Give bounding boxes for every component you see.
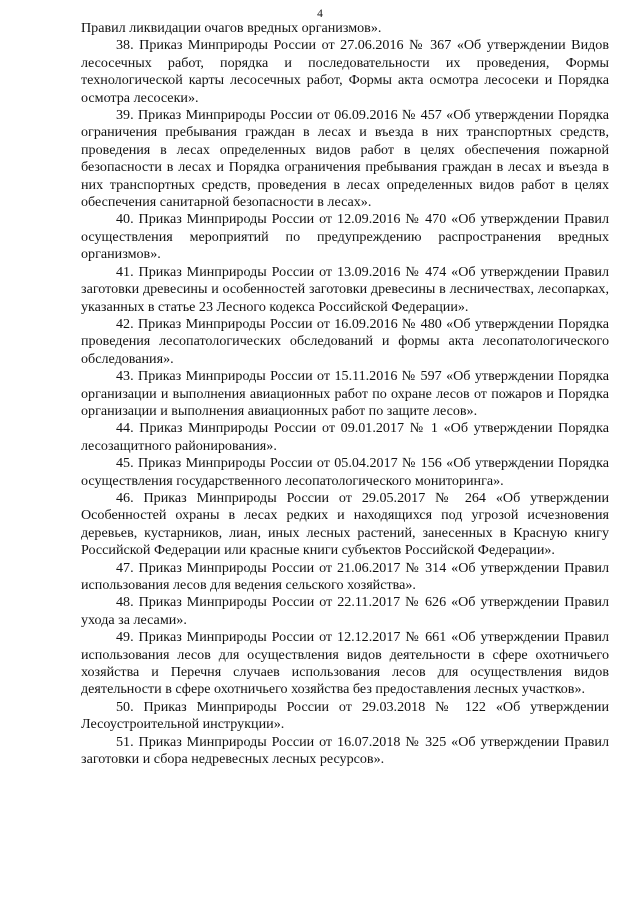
list-item-47: 47. Приказ Минприроды России от 21.06.2017 № 314 «Об утверждении Правил использования лесов для ведения сельского хозяйства». (81, 559, 609, 593)
list-item-50: 50. Приказ Минприроды России от 29.03.2018 № 122 «Об утверждении Лесоустроительной инструкции». (81, 698, 609, 733)
list-item-38: 38. Приказ Минприроды России от 27.06.2016 № 367 «Об утверждении Видов лесосечных работ, порядка и последовательности их проведения, Формы технологической карты лесосечных работ, Формы акта осмотра лесосеки и Порядка осмотра лесосеки». (81, 37, 609, 106)
list-item-40: 40. Приказ Минприроды России от 12.09.2016 № 470 «Об утверждении Правил осуществления мероприятий по предупреждению распространения вредных организмов». (81, 211, 609, 263)
document-body (81, 20, 609, 768)
list-item-42: 42. Приказ Минприроды России от 16.09.2016 № 480 «Об утверждении Порядка проведения лесопатологических обследований и формы акта лесопатологического обследования». (81, 315, 609, 367)
list-item-39: 39. Приказ Минприроды России от 06.09.2016 № 457 «Об утверждении Порядка ограничения пребывания граждан в лесах и въезда в них транспортных средств, проведения в лесах определенных видов работ в целях обеспечения пожарной безопасности в лесах и Порядка ограничения пребывания граждан в лесах и въезда в них транспортных средств, проведения в лесах определенных видов работ в целях обеспечения санитарной безопасности в лесах». (81, 107, 609, 211)
list-item-48: 48. Приказ Минприроды России от 22.11.2017 № 626 «Об утверждении Правил ухода за лесами». (81, 594, 609, 628)
list-item-45: 45. Приказ Минприроды России от 05.04.2017 № 156 «Об утверждении Порядка осуществления государственного лесопатологического мониторинга». (81, 455, 609, 489)
paragraph-continuation: Правил ликвидации очагов вредных организмов». (81, 20, 382, 36)
list-item-44: 44. Приказ Минприроды России от 09.01.2017 № 1 «Об утверждении Порядка лесозащитного районирования». (81, 420, 609, 454)
list-item-49: 49. Приказ Минприроды России от 12.12.2017 № 661 «Об утверждении Правил использования лесов для осуществления видов деятельности в сфере охотничьего хозяйства и Перечня случаев использования лесов для осуществления видов деятельности в сфере охотничьего хозяйства без предоставления лесных участков». (81, 629, 609, 698)
list-item-51: 51. Приказ Минприроды России от 16.07.2018 № 325 «Об утверждении Правил заготовки и сбора недревесных лесных ресурсов». (81, 733, 609, 768)
page-number: 4 (317, 8, 323, 20)
list-item-46: 46. Приказ Минприроды России от 29.05.2017 № 264 «Об утверждении Особенностей охраны в лесах редких и находящихся под угрозой исчезновения деревьев, кустарников, лиан, иных лесных растений, занесенных в Красную книгу Российской Федерации или красные книги субъектов Российской Федерации». (81, 489, 609, 559)
list-item-41: 41. Приказ Минприроды России от 13.09.2016 № 474 «Об утверждении Правил заготовки древесины и особенностей заготовки древесины в лесничествах, лесопарках, указанных в статье 23 Лесного кодекса Российской Федерации». (81, 263, 609, 315)
list-item-43: 43. Приказ Минприроды России от 15.11.2016 № 597 «Об утверждении Порядка организации и выполнения авиационных работ по охране лесов от пожаров и Порядка организации и выполнения авиационных работ по защите лесов». (81, 368, 609, 419)
